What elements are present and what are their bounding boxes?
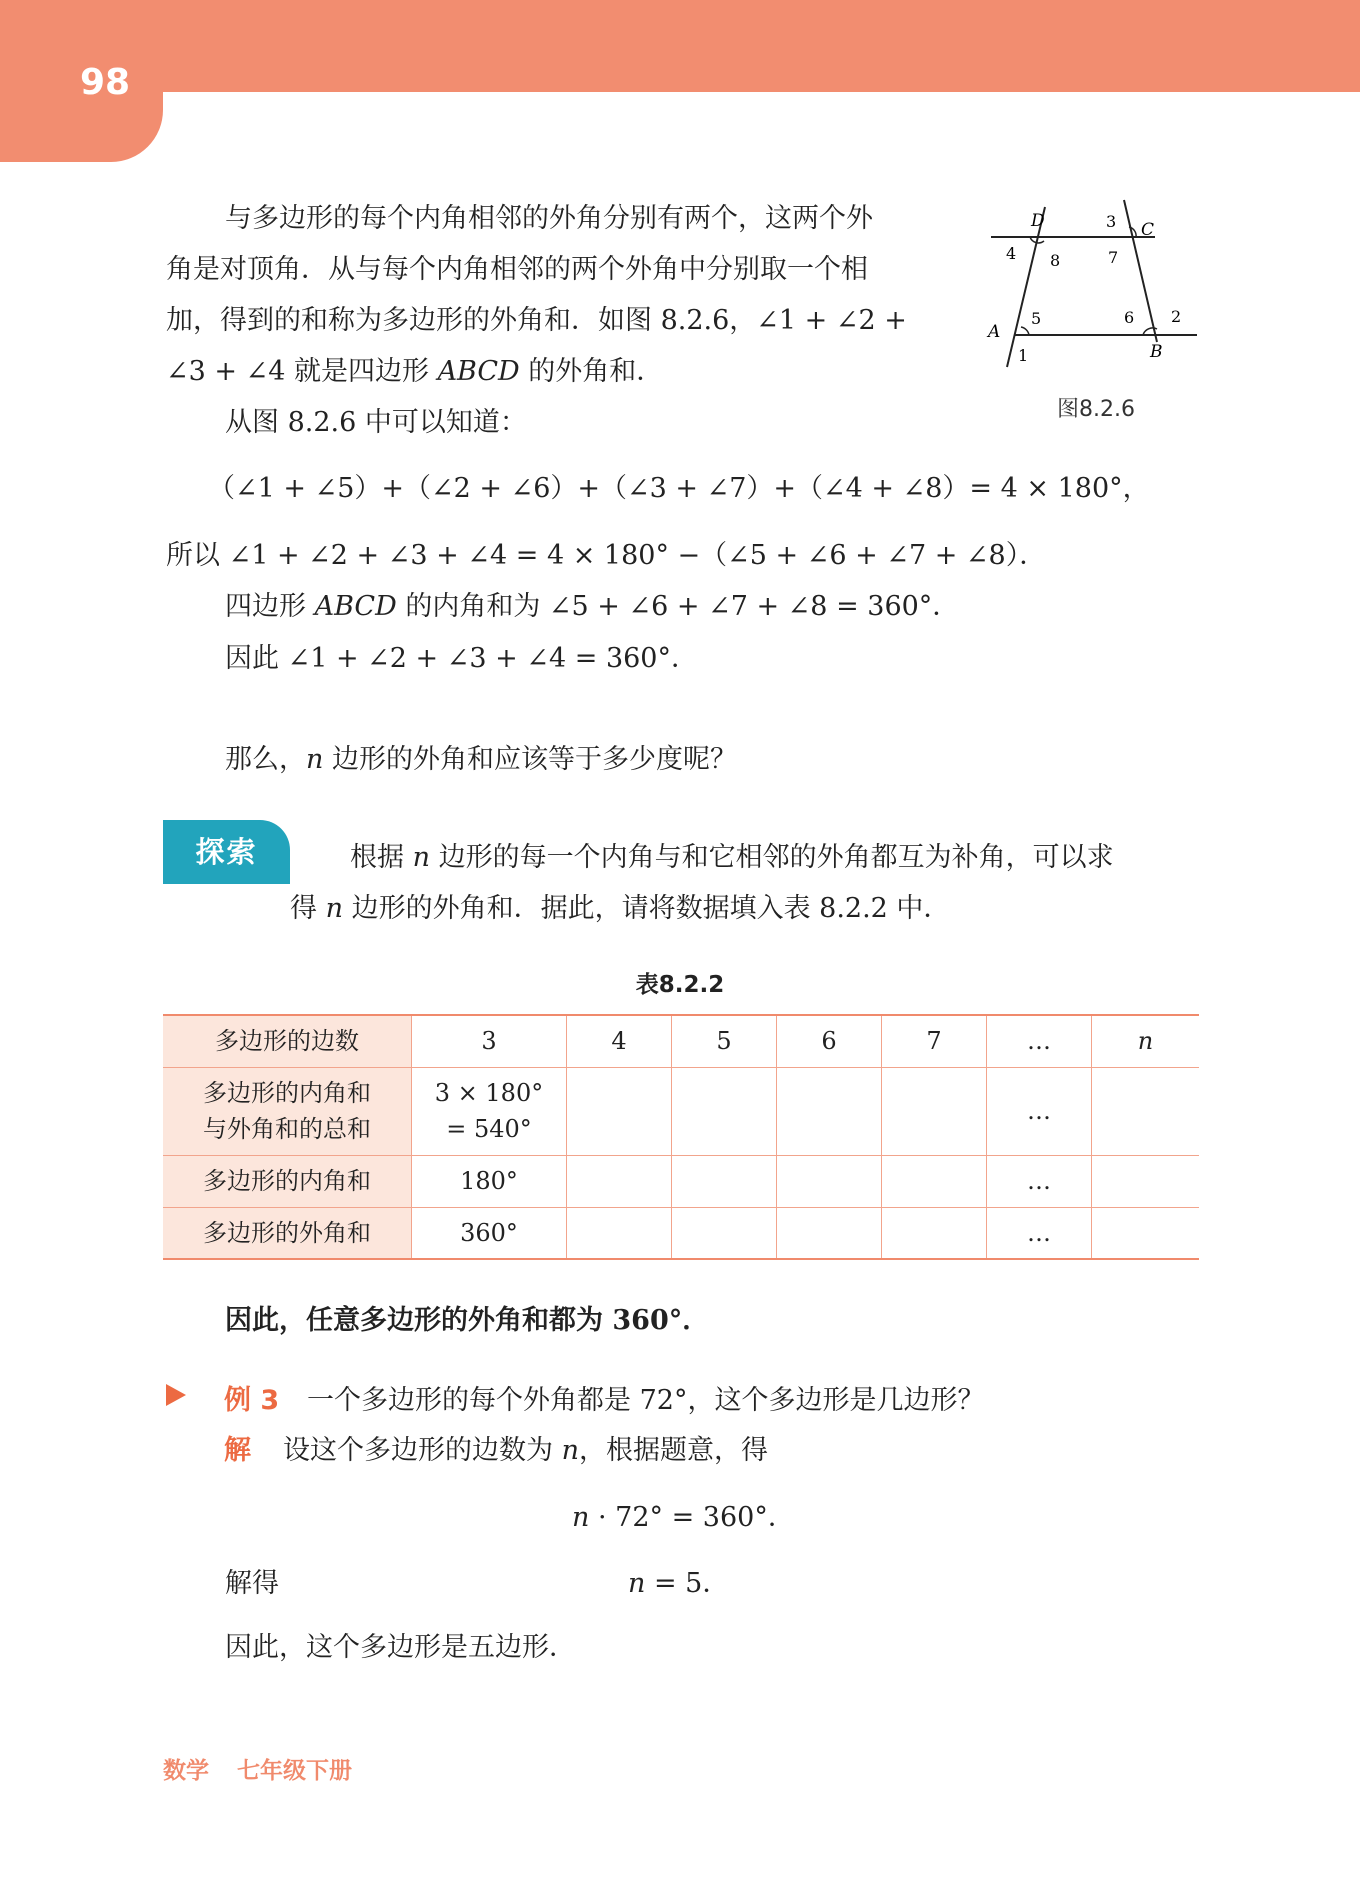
row-label-total: 多边形的内角和 与外角和的总和 — [163, 1067, 412, 1155]
cell-empty[interactable] — [672, 1155, 777, 1207]
footer-subject: 数学 — [163, 1758, 209, 1784]
cell-empty[interactable] — [567, 1207, 672, 1259]
label-a: A — [988, 322, 1001, 342]
cell-ellipsis: … — [987, 1067, 1092, 1155]
cell-empty[interactable] — [777, 1067, 882, 1155]
row-label-exterior: 多边形的外角和 — [163, 1207, 412, 1259]
equation-therefore: 所以 ∠1 + ∠2 + ∠3 + ∠4 = 4 × 180° −（∠5 + ∠6 + ∠7 + ∠8）． — [166, 540, 1047, 571]
equation-result: 因此 ∠1 + ∠2 + ∠3 + ∠4 = 360°． — [225, 643, 698, 674]
header-cell-5: 5 — [672, 1015, 777, 1067]
figure-caption: 图8.2.6 — [1057, 397, 1135, 422]
cell-empty[interactable] — [672, 1067, 777, 1155]
cell-empty[interactable] — [777, 1207, 882, 1259]
line-da — [1007, 207, 1045, 367]
label-d: D — [1031, 211, 1045, 231]
result-value: n = 5． — [628, 1568, 730, 1599]
arc-a — [1021, 327, 1029, 335]
solve-line: 设这个多边形的边数为 n，根据题意，得 — [283, 1435, 768, 1466]
label-3: 3 — [1106, 212, 1117, 231]
table-title: 表8.2.2 — [635, 972, 725, 998]
label-7: 7 — [1108, 248, 1119, 267]
intro-line-2: 角是对顶角．从与每个内角相邻的两个外角中分别取一个相 — [166, 254, 868, 285]
header-cell-ellipsis: … — [987, 1015, 1092, 1067]
question-line: 那么，n 边形的外角和应该等于多少度呢？ — [225, 744, 737, 775]
cell-empty[interactable] — [882, 1155, 987, 1207]
solve-tag: 解 — [224, 1435, 251, 1466]
header-cell-3: 3 — [412, 1015, 567, 1067]
example-question: 一个多边形的每个外角都是 72°，这个多边形是几边形？ — [307, 1385, 985, 1416]
header-cell-sides: 多边形的边数 — [163, 1015, 412, 1067]
label-5: 5 — [1031, 309, 1042, 328]
label-1: 1 — [1018, 346, 1029, 365]
figure-quadrilateral — [985, 195, 1205, 380]
explore-line-2: 得 n 边形的外角和．据此，请将数据填入表 8.2.2 中． — [290, 893, 951, 924]
table-row — [163, 1067, 1199, 1155]
cell-empty[interactable] — [672, 1207, 777, 1259]
final-answer: 因此，这个多边形是五边形． — [225, 1632, 576, 1663]
explore-badge: 探索 — [163, 820, 290, 884]
cell-exterior-3: 360° — [412, 1207, 567, 1259]
example-equation: n · 72° = 360°． — [572, 1502, 795, 1533]
cell-empty[interactable] — [777, 1155, 882, 1207]
label-6: 6 — [1124, 308, 1135, 327]
cell-total-3: 3 × 180° = 540° — [412, 1067, 567, 1155]
table-row — [163, 1207, 1199, 1259]
header-cell-4: 4 — [567, 1015, 672, 1067]
row-label-interior: 多边形的内角和 — [163, 1155, 412, 1207]
cell-empty[interactable] — [1092, 1207, 1200, 1259]
cell-empty[interactable] — [882, 1207, 987, 1259]
label-4: 4 — [1006, 244, 1017, 263]
header-band — [0, 0, 1360, 92]
example-tag: 例 3 — [224, 1385, 280, 1416]
cell-empty[interactable] — [567, 1067, 672, 1155]
cell-empty[interactable] — [1092, 1155, 1200, 1207]
conclusion-line: 因此，任意多边形的外角和都为 360°． — [225, 1305, 710, 1336]
polygon-angle-table — [163, 1014, 1199, 1260]
label-b: B — [1150, 342, 1163, 362]
intro-line-3: 加，得到的和称为多边形的外角和．如图 8.2.6，∠1 + ∠2 + — [166, 305, 907, 336]
example-arrow-icon — [166, 1384, 186, 1406]
explore-line-1: 根据 n 边形的每一个内角与和它相邻的外角都互为补角，可以求 — [350, 842, 1114, 873]
header-cell-7: 7 — [882, 1015, 987, 1067]
table-row — [163, 1155, 1199, 1207]
label-c: C — [1141, 220, 1155, 240]
table-row — [163, 1015, 1199, 1067]
label-2: 2 — [1171, 307, 1182, 326]
cell-ellipsis: … — [987, 1207, 1092, 1259]
header-cell-n: n — [1092, 1015, 1200, 1067]
header-cell-6: 6 — [777, 1015, 882, 1067]
footer — [163, 1752, 352, 1785]
cell-empty[interactable] — [567, 1155, 672, 1207]
intro-line-4: ∠3 + ∠4 就是四边形 ABCD 的外角和． — [166, 356, 664, 387]
intro-line-5: 从图 8.2.6 中可以知道： — [225, 407, 527, 438]
intro-line-1: 与多边形的每个内角相邻的外角分别有两个，这两个外 — [225, 203, 873, 234]
cell-interior-3: 180° — [412, 1155, 567, 1207]
cell-empty[interactable] — [882, 1067, 987, 1155]
equation-sum: （∠1 + ∠5）+（∠2 + ∠6）+（∠3 + ∠7）+（∠4 + ∠8）= 4 × 180°， — [208, 473, 1150, 504]
cell-empty[interactable] — [1092, 1067, 1200, 1155]
equation-interior: 四边形 ABCD 的内角和为 ∠5 + ∠6 + ∠7 + ∠8 = 360°． — [225, 591, 960, 622]
cell-ellipsis: … — [987, 1155, 1092, 1207]
footer-grade: 七年级下册 — [237, 1758, 352, 1784]
result-label: 解得 — [225, 1568, 279, 1599]
page-number: 98 — [80, 62, 131, 103]
label-8: 8 — [1050, 251, 1061, 270]
